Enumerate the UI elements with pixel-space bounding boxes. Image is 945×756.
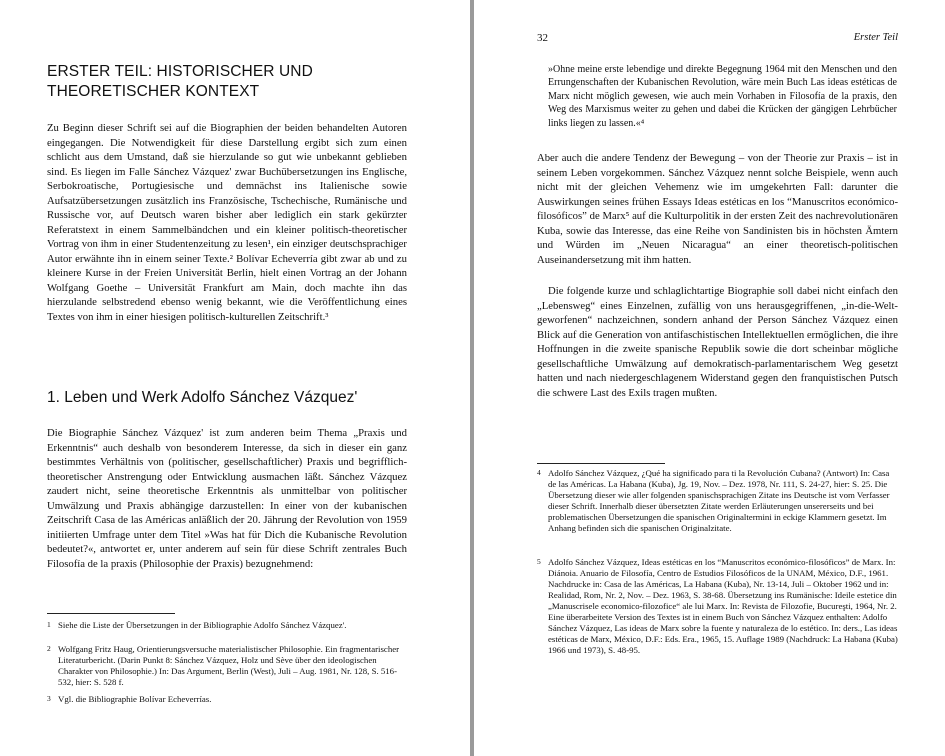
footnote-3 (47, 694, 407, 705)
footnote-divider (537, 463, 665, 464)
body-paragraph-1: Aber auch die andere Tendenz der Bewegung – von der Theorie zur Praxis – ist in seinem Leben vorgekommen. Sánchez Vázquez nennt solche Beispiele, wenn auch nicht mit der gleichen Vehemenz wie im umgekehrten Fall: darunter die Auswirkungen seines frühen Essays Ideas estéticas en los “Manuscritos económico-filosóficos” de Marx⁵ auf die Kulturpolitik in der ersten Zeit des nachrevolutionären Kuba, sowie das Interesse, das eine Reihe von Sandinisten bis in höchsten Ämtern und Würden im „Neuen Nicaragua“ an einer theoretisch-politischen Auseinandersetzung mit ihm hatten. (537, 152, 898, 266)
footnote-5 (537, 557, 898, 656)
chapter-title: ERSTER TEIL: HISTORISCHER UND THEORETISCHER KONTEXT (47, 63, 313, 100)
intro-paragraph: Zu Beginn dieser Schrift sei auf die Biographien der beiden behandelten Autoren eingegangen. Die Notwendigkeit für diese Darstellung ergibt sich zum einen schlicht aus dem Umstand, daß sie hierzulande so gut wie unbekannt geblieben sind. Es liegen im Falle Sánchez Vázquez' zwar Buchübersetzungen ins Englische, Serbokroatische, Portugiesische und demnächst ins Italienische sowie Aufsatzübersetzungen zusätzlich ins Französische, Tschechische, Rumänische und Russische vor, auf Deutsch waren bisher aber lediglich ein stark gekürzter Referatstext in einem Sammelbändchen und ein kleiner politisch-theoretischer Vortrag von ihm in einer Studentenzeitung zu lesen¹, ein einziger deutschsprachiger Autor erwähnte ihn in einem seiner Texte.² Bolívar Echeverría gibt zwar ab und zu kleinere Kurse in der Freien Universität Berlin, hielt einen Vortrag an der Johann Wolfgang Goethe – Universität Frankfurt am Main, doch machte ihn das hierzulande selbstredend ebenso wenig bekannt, wie die Veröffentlichung eines Textes von ihm in einer hiesigen politisch-kulturellen Zeitschrift.³ (47, 122, 407, 323)
page-number: 32 (537, 32, 548, 44)
footnote-text: Wolfgang Fritz Haug, Orientierungsversuche materialistischer Philosophie. Ein fragmentarischer Literaturbericht. (Darin Punkt 8: Sánchez Vázquez, Holz und Sève über den ideologischen Charakter von Philosophie.) In: Das Argument, Berlin (West), Juli – Aug. 1981, Nr. 128, S. 516-532, hier: S. 528 f. (58, 644, 400, 687)
block-quote: »Ohne meine erste lebendige und direkte Begegnung 1964 mit den Menschen und den Errungenschaften der Kubanischen Revolution, wäre mein Buch Las ideas estéticas de Marx nicht möglich gewesen, wie auch mein Vorhaben in Filosofía de la praxis, den Weg des Marxismus weiter zu gehen und dabei die Krücken der gängigen Lehrbücher links liegen zu lassen.«⁴ (548, 64, 897, 129)
footnote-text: Adolfo Sánchez Vázquez, ¿Qué ha significado para ti la Revolución Cubana? (Antwort) In: Casa de las Américas. La Habana (Kuba), Jg. 19, Nov. – Dez. 1978, Nr. 111, S. 24-27, hier: S. 25. Die Übersetzung dieser wie aller folgenden spanischsprachigen Zitate ins Deutsche ist vom Verfasser dieser Schrift. Innerhalb dieser übersetzten Zitate werden Erläuterungen unsererseits und bei problematischen Übersetzungen die spanischen Originaltermini in eckige Klammern gesetzt. Im Anhang befinden sich die spanischen Originalzitate. (548, 468, 890, 533)
body-paragraph-2: Die folgende kurze und schlaglichtartige Biographie soll dabei nicht einfach den „Lebensweg“ eines Einzelnen, zufällig von uns herausgegriffenen, „in-die-Welt-geworfenen“ nachzeichnen, sondern anhand der Person Sánchez Vázquez einen Blick auf die Generation von antifaschistischen Intellektuellen ermöglichen, die ihre Hoffnungen in die zweite spanische Republik sowie die dort scheinbar mögliche gesellschaftliche Umwälzung auf demokratisch-parlamentarischem Weg gesetzt hatten und nach niedergeschlagenem Widerstand gegen den franquistischen Putsch die schwere Last des Exils tragen mußten. (537, 285, 898, 399)
footnote-4 (537, 468, 898, 534)
footnote-number: 5 (537, 557, 541, 566)
footnote-divider (47, 613, 175, 614)
footnote-number: 1 (47, 620, 51, 629)
footnote-number: 2 (47, 644, 51, 653)
footnote-text: Vgl. die Bibliographie Bolívar Echeverrías. (58, 694, 212, 704)
footnote-number: 4 (537, 468, 541, 477)
left-page (0, 0, 470, 756)
footnote-1 (47, 620, 407, 631)
footnote-text: Siehe die Liste der Übersetzungen in der Bibliographie Adolfo Sánchez Vázquez'. (58, 620, 347, 630)
footnote-2 (47, 644, 407, 688)
section-title: 1. Leben und Werk Adolfo Sánchez Vázquez' (47, 389, 358, 406)
running-head: Erster Teil (853, 32, 898, 43)
section-paragraph: Die Biographie Sánchez Vázquez' ist zum anderen beim Thema „Praxis und Erkenntnis“ auch deshalb von besonderem Interesse, da sich in dieser ein ganz bestimmtes Verhältnis von (politischer, gesellschaftlicher) Praxis und begrifflich-theoretischer Anstrengung oder Entwicklung ausmachen läßt. Sánchez Vázquez zaudert nicht, seine theoretische Erkenntnis als unmittelbar von politischer Umwälzung und Praxis abhängige darzustellen: In einer von der kubanischen Zeitschrift Casa de las Américas anläßlich der 20. Jährung der Revolution von 1959 initiierten Umfrage unter dem Titel »Was hat für Dich die Kubanische Revolution bedeutet?«, antwortet er, unter anderem auf sein für diese Schrift zentrales Buch Filosofía de la praxis (Philosophie der Praxis) bezugnehmend: (47, 427, 407, 570)
footnote-number: 3 (47, 694, 51, 703)
footnote-text: Adolfo Sánchez Vázquez, Ideas estéticas en los “Manuscritos económico-filosóficos” de Marx. In: Diánoia. Anuario de Filosofía, Centro de Estudios Filosóficos de la UNAM, México, D.F., 1961. Nachdrucke in: Casa de las Américas, La Habana (Kuba), Nr. 13-14, Juli – Oktober 1962 und in: Realidad, Rom, Nr. 2, Nov. – Dez. 1963, S. 38-68. Übersetzung ins Rumänische: Ideile estetice din „Manuscrisele economico-filozofice“ ale lui Marx. In: Revista de Filozofie, Bucureşti, 1964, Nr. 2. Eine überarbeitete Version des Textes ist in einem Buch von Sánchez Vázquez enthalten: Adolfo Sánchez Vázquez, Las ideas de Marx sobre la fuente y naturaleza de lo estético. In: ders., Las ideas estéticas de Marx, México, D.F.: Eds. Era., 1965, 15. Auflage 1989 (Nachdruck: La Habana (Kuba) 1966 und 1973), S. 48-95. (548, 557, 898, 655)
